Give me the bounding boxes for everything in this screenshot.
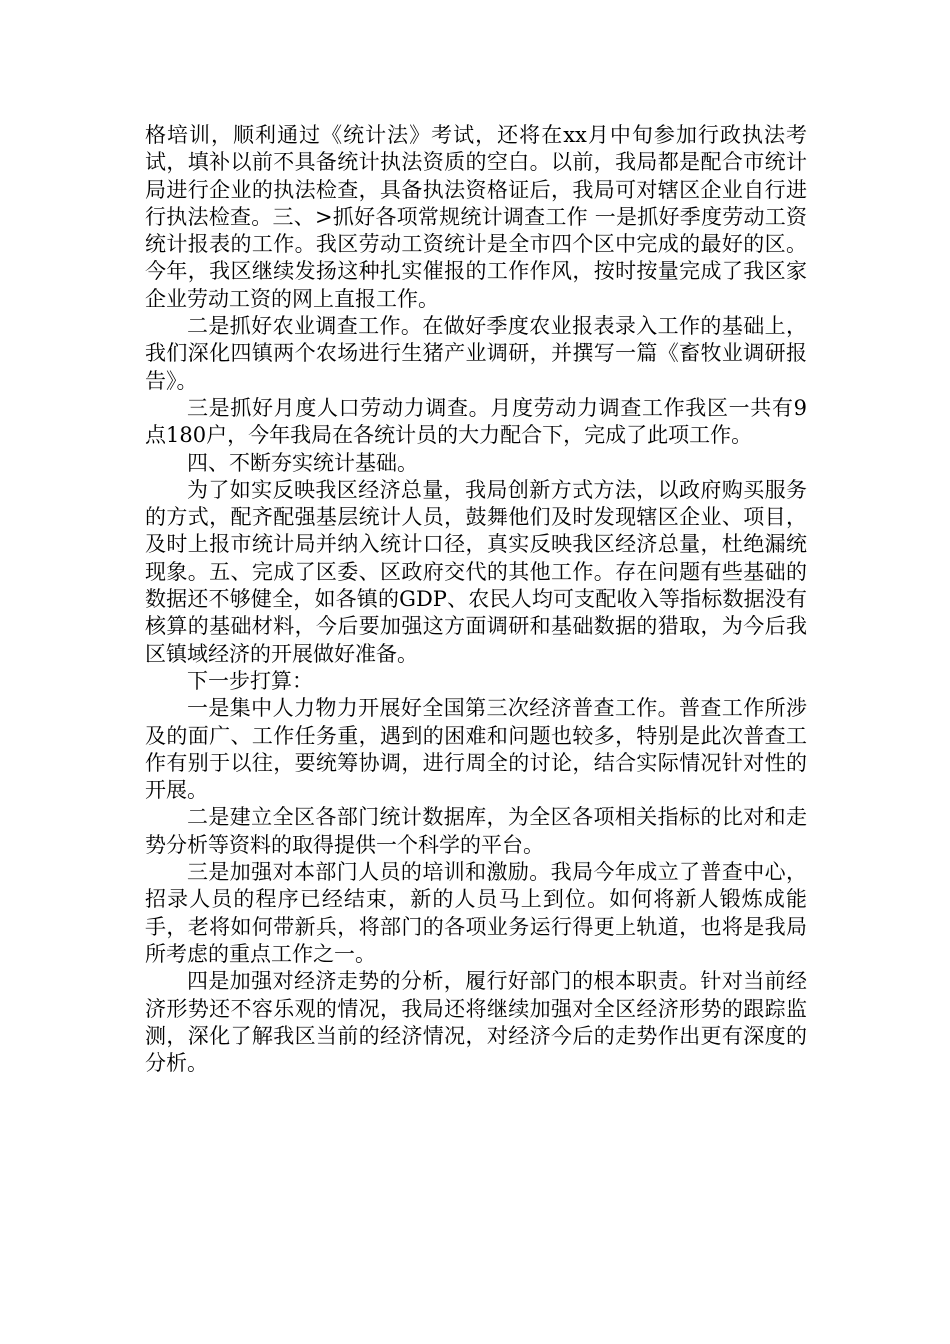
paragraph-next-step-3: 三是加强对本部门人员的培训和激励。我局今年成立了普查中心，招录人员的程序已经结束，新的人员马上到位。如何将新人锻炼成能手，老将如何带新兵，将部门的各项业务运行得更上轨道，也将是我局所考虑的重点工作之一。 xyxy=(145,860,807,966)
paragraph-agriculture-survey: 二是抓好农业调查工作。在做好季度农业报表录入工作的基础上，我们深化四镇两个农场进行生猪产业调研，并撰写一篇《畜牧业调研报告》。 xyxy=(145,314,807,393)
section-heading-next-steps: 下一步打算： xyxy=(187,668,313,693)
section-heading-statistics-foundation: 四、不断夯实统计基础。 xyxy=(187,450,418,475)
document-body xyxy=(145,122,807,1077)
paragraph-next-step-4: 四是加强对经济走势的分析，履行好部门的根本职责。针对当前经济形势还不容乐观的情况，我局还将继续加强对全区经济形势的跟踪监测，深化了解我区当前的经济情况，对经济今后的走势作出更有深度的分析。 xyxy=(145,969,807,1076)
paragraph-continuation: 格培训，顺利通过《统计法》考试，还将在xx月中旬参加行政执法考试，填补以前不具备统计执法资质的空白。以前，我局都是配合市统计局进行企业的执法检查，具备执法资格证后，我局可对辖区企业自行进行执法检查。三、>抓好各项常规统计调查工作 一是抓好季度劳动工资统计报表的工作。我区劳动工资统计是全市四个区中完成的最好的区。今年，我区继续发扬这种扎实催报的工作作风，按时按量完成了我区家企业劳动工资的网上直报工作。 xyxy=(145,123,807,311)
paragraph-labor-survey: 三是抓好月度人口劳动力调查。月度劳动力调查工作我区一共有9点180户，今年我局在各统计员的大力配合下，完成了此项工作。 xyxy=(145,395,807,448)
paragraph-next-step-1: 一是集中人力物力开展好全国第三次经济普查工作。普查工作所涉及的面广、工作任务重，遇到的困难和问题也较多，特别是此次普查工作有别于以往，要统筹协调，进行周全的讨论，结合实际情况针对性的开展。 xyxy=(145,696,807,803)
paragraph-statistics-foundation: 为了如实反映我区经济总量，我局创新方式方法，以政府购买服务的方式，配齐配强基层统计人员，鼓舞他们及时发现辖区企业、项目，及时上报市统计局并纳入统计口径，真实反映我区经济总量，杜绝漏统现象。五、完成了区委、区政府交代的其他工作。存在问题有些基础的数据还不够健全，如各镇的GDP、农民人均可支配收入等指标数据没有核算的基础材料，今后要加强这方面调研和基础数据的猎取，为今后我区镇域经济的开展做好准备。 xyxy=(145,477,807,666)
paragraph-next-step-2: 二是建立全区各部门统计数据库，为全区各项相关指标的比对和走势分析等资料的取得提供一个科学的平台。 xyxy=(145,805,807,857)
